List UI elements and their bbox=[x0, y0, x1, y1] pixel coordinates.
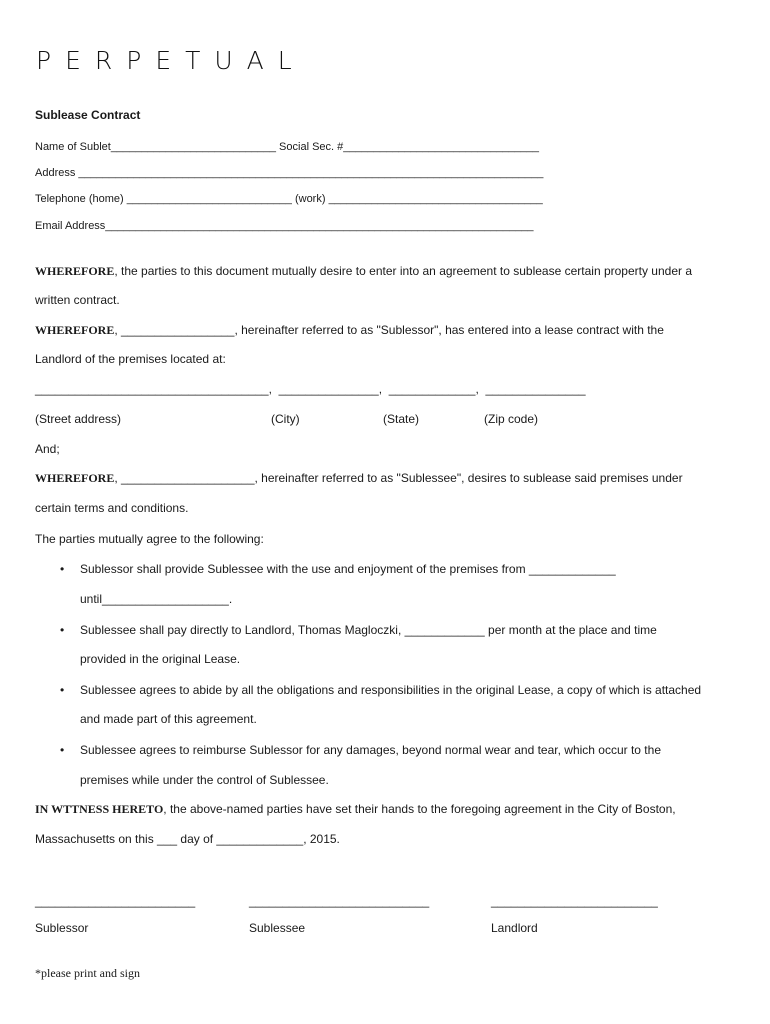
paragraph-2-line-1 bbox=[35, 323, 664, 338]
term-3-line-2: and made part of this agreement. bbox=[80, 712, 257, 726]
term-4-line-2: premises while under the control of Sublessee. bbox=[80, 773, 329, 787]
term-2-line-1: Sublessee shall pay directly to Landlord, Thomas Magloczki, ____________ per month at the place and time bbox=[80, 623, 657, 637]
paragraph-2-text: , _________________, hereinafter referred to as "Sublessor", has entered into a lease contract with the bbox=[114, 323, 664, 337]
sublessor-signature-line[interactable]: ________________________ bbox=[35, 894, 196, 908]
and-text: And; bbox=[35, 442, 60, 456]
witness-label: IN WTTNESS HERETO bbox=[35, 802, 164, 816]
paragraph-3-line-1 bbox=[35, 471, 683, 486]
bullet-icon: • bbox=[60, 562, 65, 576]
agreement-intro: The parties mutually agree to the following: bbox=[35, 532, 264, 546]
paragraph-1-text: , the parties to this document mutually desire to enter into an agreement to sublease certain property under a bbox=[114, 264, 693, 278]
landlord-label: Landlord bbox=[491, 921, 538, 935]
city-label: (City) bbox=[271, 412, 300, 426]
telephone-field[interactable]: Telephone (home) ___________________________ (work) ___________________________________ bbox=[35, 193, 543, 205]
paragraph-3-line-2: certain terms and conditions. bbox=[35, 501, 189, 515]
zip-code-label: (Zip code) bbox=[484, 412, 539, 426]
perpetual-logo: PERPETUAL bbox=[36, 46, 306, 75]
wherefore-label: WHEREFORE bbox=[35, 323, 115, 337]
witness-line-1 bbox=[35, 802, 676, 817]
paragraph-3-text: , ____________________, hereinafter referred to as "Sublessee", desires to sublease said premises under bbox=[114, 471, 683, 485]
address-field[interactable]: Address ____________________________________________________________________________ bbox=[35, 167, 544, 179]
street-address-label: (Street address) bbox=[35, 412, 122, 426]
witness-line-2: Massachusetts on this ___ day of _____________, 2015. bbox=[35, 832, 340, 846]
witness-text: , the above-named parties have set their hands to the foregoing agreement in the City of Boston, bbox=[163, 802, 676, 816]
bullet-icon: • bbox=[60, 623, 65, 637]
term-1-line-2: until___________________. bbox=[80, 592, 233, 606]
landlord-signature-line[interactable]: _________________________ bbox=[491, 894, 658, 908]
bullet-icon: • bbox=[60, 743, 65, 757]
term-3-line-1: Sublessee agrees to abide by all the obligations and responsibilities in the original Lease, a copy of which is attached bbox=[80, 683, 702, 697]
sublessor-label: Sublessor bbox=[35, 921, 89, 935]
document-title: Sublease Contract bbox=[35, 108, 141, 122]
email-field[interactable]: Email Address______________________________________________________________________ bbox=[35, 220, 534, 232]
term-2-line-2: provided in the original Lease. bbox=[80, 652, 241, 666]
sublet-name-field[interactable]: Name of Sublet___________________________ Social Sec. #________________________________ bbox=[35, 141, 540, 153]
sublessee-signature-line[interactable]: ___________________________ bbox=[249, 894, 430, 908]
footnote: *please print and sign bbox=[35, 966, 140, 980]
term-1-line-1: Sublessor shall provide Sublessee with the use and enjoyment of the premises from _____________ bbox=[80, 562, 616, 576]
wherefore-label: WHEREFORE bbox=[35, 264, 115, 278]
wherefore-label: WHEREFORE bbox=[35, 471, 115, 485]
paragraph-2-line-2: Landlord of the premises located at: bbox=[35, 352, 226, 366]
sublessee-label: Sublessee bbox=[249, 921, 306, 935]
premises-address-blanks[interactable]: ___________________________________, _______________, _____________, _______________ bbox=[35, 382, 586, 396]
bullet-icon: • bbox=[60, 683, 65, 697]
state-label: (State) bbox=[383, 412, 420, 426]
paragraph-1-line-1 bbox=[35, 264, 692, 279]
paragraph-1-line-2: written contract. bbox=[35, 293, 120, 307]
term-4-line-1: Sublessee agrees to reimburse Sublessor for any damages, beyond normal wear and tear, which occur to the bbox=[80, 743, 661, 757]
